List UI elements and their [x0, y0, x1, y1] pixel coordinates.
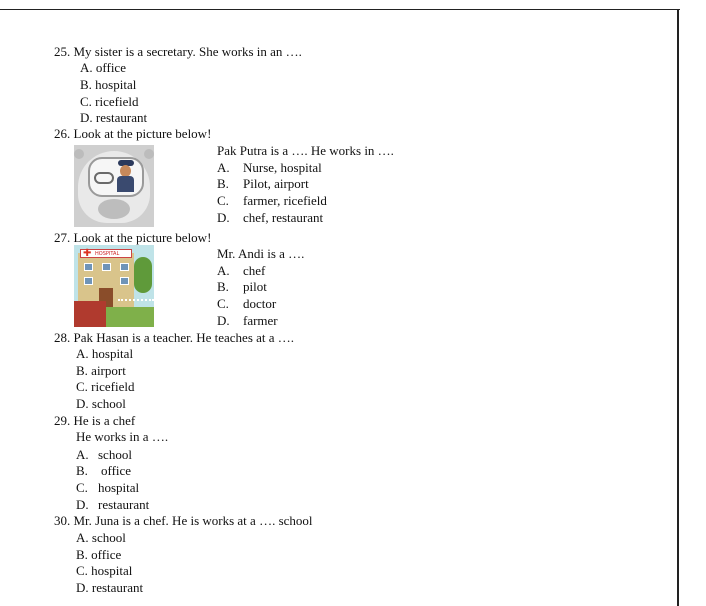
q29-option-a[interactable]: A. school: [76, 447, 132, 462]
question-text: Pak Hasan is a teacher. He teaches at a ….: [73, 330, 295, 345]
tree-icon: [134, 257, 152, 293]
q29-option-b[interactable]: B. office: [76, 463, 132, 478]
question-number: 27.: [54, 230, 71, 245]
question-number: 29.: [54, 413, 71, 428]
q30-option-a[interactable]: A. school: [76, 530, 126, 545]
q28-option-b[interactable]: B. airport: [76, 363, 126, 378]
question-number: 30.: [54, 513, 71, 528]
question-number: 28.: [54, 330, 71, 345]
q29-option-c[interactable]: C. hospital: [76, 480, 140, 495]
q25-option-c[interactable]: C. ricefield: [80, 94, 139, 109]
question-text: Look at the picture below!: [73, 230, 212, 245]
question-text: My sister is a secretary. She works in an ….: [73, 44, 302, 59]
question-27-stem: [54, 230, 211, 246]
q28-option-d[interactable]: D. school: [76, 396, 126, 411]
q25-option-a[interactable]: A. office: [80, 60, 126, 75]
q27-option-a[interactable]: A. chef: [217, 263, 266, 278]
q25-option-b[interactable]: B. hospital: [80, 77, 137, 92]
q27-option-d[interactable]: D. farmer: [217, 313, 278, 328]
question-30-stem: [54, 513, 313, 529]
hospital-building-image: [74, 245, 154, 327]
q26-option-b[interactable]: B. Pilot, airport: [217, 176, 309, 191]
page-top-border: [0, 9, 680, 10]
q26-option-d[interactable]: D. chef, restaurant: [217, 210, 324, 225]
pilot-cockpit-image: [74, 145, 154, 227]
q29-option-d[interactable]: D. restaurant: [76, 497, 150, 512]
q27-prompt: Mr. Andi is a ….: [217, 246, 305, 261]
q25-option-d[interactable]: D. restaurant: [80, 110, 148, 125]
q28-option-a[interactable]: A. hospital: [76, 346, 134, 361]
page-right-border: [677, 9, 679, 606]
question-29-stem: [54, 413, 135, 429]
question-26-stem: [54, 126, 211, 142]
question-25-stem: [54, 44, 302, 60]
q26-prompt: Pak Putra is a …. He works in ….: [217, 143, 394, 158]
q30-option-d[interactable]: D. restaurant: [76, 580, 144, 595]
red-cross-icon: ✚: [83, 248, 92, 259]
q27-option-c[interactable]: C. doctor: [217, 296, 277, 311]
q27-option-b[interactable]: B. pilot: [217, 279, 267, 294]
question-28-stem: [54, 330, 294, 346]
q26-option-a[interactable]: A. Nurse, hospital: [217, 160, 322, 175]
question-text: He is a chef: [73, 413, 136, 428]
q30-option-c[interactable]: C. hospital: [76, 563, 133, 578]
q29-prompt: He works in a ….: [76, 429, 169, 444]
q28-option-c[interactable]: C. ricefield: [76, 379, 135, 394]
q30-option-b[interactable]: B. office: [76, 547, 122, 562]
question-number: 25.: [54, 44, 71, 59]
hospital-sign: HOSPITAL: [80, 249, 132, 258]
question-text: Mr. Juna is a chef. He is works at a …. school: [73, 513, 313, 528]
question-number: 26.: [54, 126, 71, 141]
q26-option-c[interactable]: C. farmer, ricefield: [217, 193, 327, 208]
question-text: Look at the picture below!: [73, 126, 212, 141]
